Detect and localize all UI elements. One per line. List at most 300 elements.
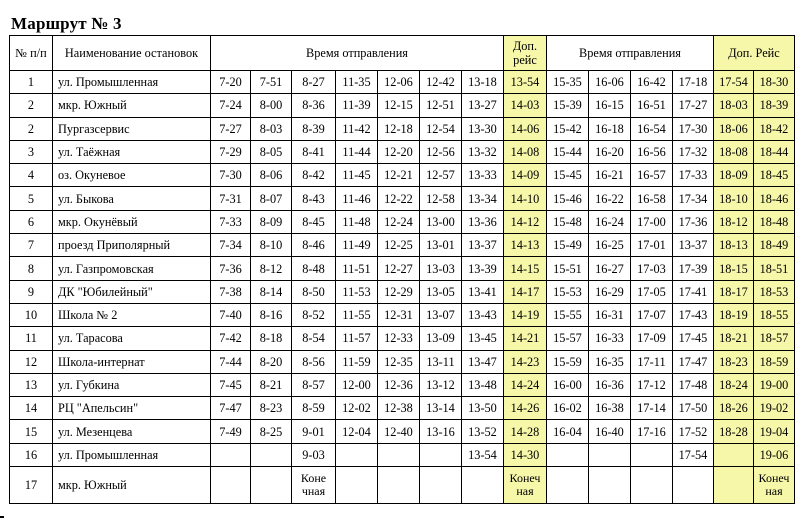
stop-name: проезд Приполярный <box>53 234 211 257</box>
departure-time-cell: 12-35 <box>378 350 420 373</box>
departure-time-cell <box>336 467 378 504</box>
departure-time-cell: 16-51 <box>631 94 673 117</box>
departure-time-cell: 16-21 <box>589 164 631 187</box>
stop-name: ул. Газпромовская <box>53 257 211 280</box>
departure-time-cell: 18-57 <box>754 327 795 350</box>
departure-time-cell: Конеч ная <box>504 467 547 504</box>
departure-time-cell: 18-45 <box>754 164 795 187</box>
departure-time-cell <box>589 467 631 504</box>
departure-time-cell: 8-57 <box>292 373 336 396</box>
departure-time-cell: 8-23 <box>251 397 292 420</box>
stop-name: ул. Мезенцева <box>53 420 211 443</box>
departure-time-cell: 8-48 <box>292 257 336 280</box>
departure-time-cell: 17-09 <box>631 327 673 350</box>
departure-time-cell: 17-45 <box>673 327 714 350</box>
departure-time-cell: 13-39 <box>462 257 504 280</box>
departure-time-cell <box>378 467 420 504</box>
departure-time-cell: 8-07 <box>251 187 292 210</box>
departure-time-cell: 18-13 <box>714 234 754 257</box>
departure-time-cell: 12-15 <box>378 94 420 117</box>
table-row <box>10 373 795 396</box>
departure-time-cell: 17-47 <box>673 350 714 373</box>
departure-time-cell: 12-36 <box>378 373 420 396</box>
departure-time-cell: 19-00 <box>754 373 795 396</box>
departure-time-cell: 7-20 <box>211 71 251 94</box>
stop-number: 3 <box>10 140 53 163</box>
departure-time-cell: 12-40 <box>378 420 420 443</box>
stop-number: 17 <box>10 467 53 504</box>
departure-time-cell <box>336 443 378 466</box>
departure-time-cell: 16-25 <box>589 234 631 257</box>
departure-time-cell: 18-21 <box>714 327 754 350</box>
departure-time-cell: 12-18 <box>378 117 420 140</box>
departure-time-cell: 15-49 <box>547 234 589 257</box>
stop-number: 15 <box>10 420 53 443</box>
departure-time-cell: 16-54 <box>631 117 673 140</box>
departure-time-cell: 8-59 <box>292 397 336 420</box>
departure-time-cell: 18-44 <box>754 140 795 163</box>
departure-time-cell: 17-16 <box>631 420 673 443</box>
departure-time-cell: 12-38 <box>378 397 420 420</box>
departure-time-cell: 8-20 <box>251 350 292 373</box>
departure-time-cell: 14-09 <box>504 164 547 187</box>
departure-time-cell: 13-12 <box>420 373 462 396</box>
departure-time-cell: 16-31 <box>589 303 631 326</box>
header-stop-name: Наименование остановок <box>53 36 211 71</box>
departure-time-cell: 18-03 <box>714 94 754 117</box>
departure-time-cell: 15-42 <box>547 117 589 140</box>
departure-time-cell: 15-57 <box>547 327 589 350</box>
departure-time-cell: 18-06 <box>714 117 754 140</box>
departure-time-cell: 17-05 <box>631 280 673 303</box>
departure-time-cell <box>420 467 462 504</box>
departure-time-cell <box>378 443 420 466</box>
departure-time-cell: 18-46 <box>754 187 795 210</box>
departure-time-cell: 13-54 <box>504 71 547 94</box>
table-row <box>10 467 795 504</box>
stop-name: мкр. Окунёвый <box>53 210 211 233</box>
departure-time-cell: Коне чная <box>292 467 336 504</box>
stop-name: ул. Промышленная <box>53 71 211 94</box>
departure-time-cell: 18-49 <box>754 234 795 257</box>
departure-time-cell: 16-04 <box>547 420 589 443</box>
departure-time-cell: 17-54 <box>714 71 754 94</box>
departure-time-cell: 9-03 <box>292 443 336 466</box>
departure-time-cell: 7-49 <box>211 420 251 443</box>
table-row <box>10 71 795 94</box>
departure-time-cell: 12-00 <box>336 373 378 396</box>
stop-name: ул. Быкова <box>53 187 211 210</box>
table-row <box>10 117 795 140</box>
departure-time-cell: 19-02 <box>754 397 795 420</box>
departure-time-cell: 7-33 <box>211 210 251 233</box>
departure-time-cell: 16-20 <box>589 140 631 163</box>
departure-time-cell: 12-27 <box>378 257 420 280</box>
departure-time-cell: 14-17 <box>504 280 547 303</box>
departure-time-cell: 18-08 <box>714 140 754 163</box>
table-row <box>10 164 795 187</box>
departure-time-cell: 18-12 <box>714 210 754 233</box>
stop-name: ул. Тарасова <box>53 327 211 350</box>
stop-number: 14 <box>10 397 53 420</box>
departure-time-cell: 12-06 <box>378 71 420 94</box>
departure-time-cell: 16-57 <box>631 164 673 187</box>
departure-time-cell: 8-16 <box>251 303 292 326</box>
departure-time-cell: 11-42 <box>336 117 378 140</box>
departure-time-cell: 8-14 <box>251 280 292 303</box>
departure-time-cell: 13-43 <box>462 303 504 326</box>
departure-time-cell: 17-03 <box>631 257 673 280</box>
table-row <box>10 210 795 233</box>
departure-time-cell <box>211 443 251 466</box>
departure-time-cell: 18-28 <box>714 420 754 443</box>
departure-time-cell: 7-51 <box>251 71 292 94</box>
stop-number: 11 <box>10 327 53 350</box>
departure-time-cell: 12-02 <box>336 397 378 420</box>
departure-time-cell: 14-30 <box>504 443 547 466</box>
departure-time-cell: 8-06 <box>251 164 292 187</box>
departure-time-cell: 17-39 <box>673 257 714 280</box>
stop-name: ул. Таёжная <box>53 140 211 163</box>
stop-number: 1 <box>10 71 53 94</box>
departure-time-cell: 14-26 <box>504 397 547 420</box>
departure-time-cell <box>714 443 754 466</box>
departure-time-cell: 17-33 <box>673 164 714 187</box>
departure-time-cell: 7-40 <box>211 303 251 326</box>
departure-time-cell: 17-14 <box>631 397 673 420</box>
departure-time-cell: 17-54 <box>673 443 714 466</box>
departure-time-cell: 12-33 <box>378 327 420 350</box>
departure-time-cell: 18-39 <box>754 94 795 117</box>
departure-time-cell: 17-41 <box>673 280 714 303</box>
departure-time-cell: 15-48 <box>547 210 589 233</box>
departure-time-cell: 11-51 <box>336 257 378 280</box>
departure-time-cell: 18-26 <box>714 397 754 420</box>
stop-number: 4 <box>10 164 53 187</box>
departure-time-cell: 8-10 <box>251 234 292 257</box>
departure-time-cell: 14-24 <box>504 373 547 396</box>
table-row <box>10 443 795 466</box>
departure-time-cell: 16-22 <box>589 187 631 210</box>
departure-time-cell: 13-18 <box>462 71 504 94</box>
departure-time-cell: 8-56 <box>292 350 336 373</box>
departure-time-cell: 15-55 <box>547 303 589 326</box>
departure-time-cell <box>211 467 251 504</box>
departure-time-cell: 13-32 <box>462 140 504 163</box>
departure-time-cell: 13-41 <box>462 280 504 303</box>
departure-time-cell: 7-44 <box>211 350 251 373</box>
stop-name: ул. Промышленная <box>53 443 211 466</box>
departure-time-cell: 14-15 <box>504 257 547 280</box>
departure-time-cell: 11-53 <box>336 280 378 303</box>
departure-time-cell: 12-42 <box>420 71 462 94</box>
departure-time-cell: 15-51 <box>547 257 589 280</box>
departure-time-cell: 13-47 <box>462 350 504 373</box>
departure-time-cell: 7-24 <box>211 94 251 117</box>
schedule-table <box>9 35 795 504</box>
departure-time-cell: 17-34 <box>673 187 714 210</box>
departure-time-cell: 12-57 <box>420 164 462 187</box>
departure-time-cell: 16-00 <box>547 373 589 396</box>
departure-time-cell: Конеч ная <box>754 467 795 504</box>
departure-time-cell: 13-01 <box>420 234 462 257</box>
departure-time-cell: 18-09 <box>714 164 754 187</box>
departure-time-cell: 15-45 <box>547 164 589 187</box>
departure-time-cell: 17-27 <box>673 94 714 117</box>
departure-time-cell <box>589 443 631 466</box>
departure-time-cell: 8-39 <box>292 117 336 140</box>
departure-time-cell: 8-00 <box>251 94 292 117</box>
header-number: № п/п <box>10 36 53 71</box>
departure-time-cell: 16-24 <box>589 210 631 233</box>
departure-time-cell: 17-48 <box>673 373 714 396</box>
departure-time-cell: 15-46 <box>547 187 589 210</box>
departure-time-cell: 17-07 <box>631 303 673 326</box>
stop-number: 2 <box>10 117 53 140</box>
departure-time-cell: 12-22 <box>378 187 420 210</box>
stop-name: мкр. Южный <box>53 467 211 504</box>
departure-time-cell: 14-21 <box>504 327 547 350</box>
stop-name: ул. Губкина <box>53 373 211 396</box>
departure-time-cell: 18-30 <box>754 71 795 94</box>
departure-time-cell: 12-24 <box>378 210 420 233</box>
departure-time-cell: 13-45 <box>462 327 504 350</box>
departure-time-cell: 17-30 <box>673 117 714 140</box>
departure-time-cell: 14-28 <box>504 420 547 443</box>
departure-time-cell: 18-19 <box>714 303 754 326</box>
table-row <box>10 303 795 326</box>
departure-time-cell: 14-08 <box>504 140 547 163</box>
departure-time-cell: 13-09 <box>420 327 462 350</box>
departure-time-cell: 16-36 <box>589 373 631 396</box>
departure-time-cell: 12-51 <box>420 94 462 117</box>
departure-time-cell: 9-01 <box>292 420 336 443</box>
departure-time-cell: 16-35 <box>589 350 631 373</box>
departure-time-cell: 7-30 <box>211 164 251 187</box>
departure-time-cell: 13-05 <box>420 280 462 303</box>
table-row <box>10 257 795 280</box>
departure-time-cell: 12-21 <box>378 164 420 187</box>
stop-name: Пургазсервис <box>53 117 211 140</box>
stop-number: 2 <box>10 94 53 117</box>
departure-time-cell: 13-03 <box>420 257 462 280</box>
departure-time-cell: 13-37 <box>462 234 504 257</box>
table-row <box>10 280 795 303</box>
departure-time-cell: 12-56 <box>420 140 462 163</box>
departure-time-cell: 8-41 <box>292 140 336 163</box>
departure-time-cell: 12-31 <box>378 303 420 326</box>
departure-time-cell: 12-25 <box>378 234 420 257</box>
departure-time-cell: 18-53 <box>754 280 795 303</box>
departure-time-cell: 17-52 <box>673 420 714 443</box>
departure-time-cell: 11-44 <box>336 140 378 163</box>
departure-time-cell: 7-47 <box>211 397 251 420</box>
departure-time-cell: 16-42 <box>631 71 673 94</box>
departure-time-cell: 8-27 <box>292 71 336 94</box>
departure-time-cell: 7-31 <box>211 187 251 210</box>
departure-time-cell: 8-12 <box>251 257 292 280</box>
departure-time-cell: 19-06 <box>754 443 795 466</box>
departure-time-cell: 18-51 <box>754 257 795 280</box>
departure-time-cell: 13-50 <box>462 397 504 420</box>
departure-time-cell: 8-52 <box>292 303 336 326</box>
departure-time-cell: 16-27 <box>589 257 631 280</box>
departure-time-cell: 8-43 <box>292 187 336 210</box>
departure-time-cell: 12-54 <box>420 117 462 140</box>
departure-time-cell <box>251 467 292 504</box>
departure-time-cell <box>420 443 462 466</box>
stop-number: 6 <box>10 210 53 233</box>
departure-time-cell: 11-49 <box>336 234 378 257</box>
stop-number: 16 <box>10 443 53 466</box>
departure-time-cell: 18-55 <box>754 303 795 326</box>
departure-time-cell: 8-36 <box>292 94 336 117</box>
stop-number: 5 <box>10 187 53 210</box>
table-row <box>10 397 795 420</box>
departure-time-cell: 17-36 <box>673 210 714 233</box>
departure-time-cell: 17-43 <box>673 303 714 326</box>
departure-time-cell: 8-45 <box>292 210 336 233</box>
stop-name: РЦ "Апельсин" <box>53 397 211 420</box>
departure-time-cell: 15-44 <box>547 140 589 163</box>
table-row <box>10 187 795 210</box>
departure-time-cell: 15-39 <box>547 94 589 117</box>
departure-time-cell: 11-55 <box>336 303 378 326</box>
departure-time-cell: 13-33 <box>462 164 504 187</box>
departure-time-cell: 13-34 <box>462 187 504 210</box>
stop-name: оз. Окуневое <box>53 164 211 187</box>
stop-number: 7 <box>10 234 53 257</box>
departure-time-cell: 15-59 <box>547 350 589 373</box>
stop-number: 8 <box>10 257 53 280</box>
departure-time-cell: 14-03 <box>504 94 547 117</box>
header-departure-time-2: Время отправления <box>547 36 714 71</box>
table-row <box>10 350 795 373</box>
departure-time-cell: 8-46 <box>292 234 336 257</box>
departure-time-cell: 11-46 <box>336 187 378 210</box>
departure-time-cell: 16-02 <box>547 397 589 420</box>
departure-time-cell: 11-59 <box>336 350 378 373</box>
departure-time-cell <box>631 443 673 466</box>
departure-time-cell: 14-06 <box>504 117 547 140</box>
departure-time-cell: 13-27 <box>462 94 504 117</box>
departure-time-cell: 18-42 <box>754 117 795 140</box>
departure-time-cell: 14-23 <box>504 350 547 373</box>
departure-time-cell: 13-00 <box>420 210 462 233</box>
departure-time-cell: 11-35 <box>336 71 378 94</box>
departure-time-cell: 13-07 <box>420 303 462 326</box>
departure-time-cell: 8-54 <box>292 327 336 350</box>
stop-name: Школа-интернат <box>53 350 211 373</box>
departure-time-cell: 13-52 <box>462 420 504 443</box>
departure-time-cell: 13-48 <box>462 373 504 396</box>
departure-time-cell <box>251 443 292 466</box>
header-departure-time-1: Время отправления <box>211 36 504 71</box>
header-extra-trip-1-line2: рейс <box>513 53 537 67</box>
stop-name: мкр. Южный <box>53 94 211 117</box>
departure-time-cell: 11-57 <box>336 327 378 350</box>
departure-time-cell: 7-34 <box>211 234 251 257</box>
departure-time-cell <box>547 467 589 504</box>
departure-time-cell: 16-56 <box>631 140 673 163</box>
departure-time-cell <box>462 467 504 504</box>
departure-time-cell: 19-04 <box>754 420 795 443</box>
departure-time-cell <box>631 467 673 504</box>
departure-time-cell: 16-29 <box>589 280 631 303</box>
departure-time-cell: 8-09 <box>251 210 292 233</box>
departure-time-cell: 16-38 <box>589 397 631 420</box>
departure-time-cell: 11-45 <box>336 164 378 187</box>
departure-time-cell: 8-21 <box>251 373 292 396</box>
departure-time-cell: 13-30 <box>462 117 504 140</box>
departure-time-cell: 12-58 <box>420 187 462 210</box>
departure-time-cell: 18-48 <box>754 210 795 233</box>
stop-number: 12 <box>10 350 53 373</box>
departure-time-cell: 13-14 <box>420 397 462 420</box>
header-extra-trip-1-line1: Доп. <box>512 39 538 53</box>
departure-time-cell: 14-13 <box>504 234 547 257</box>
departure-time-cell: 17-12 <box>631 373 673 396</box>
departure-time-cell: 16-06 <box>589 71 631 94</box>
departure-time-cell: 18-17 <box>714 280 754 303</box>
departure-time-cell: 13-11 <box>420 350 462 373</box>
departure-time-cell: 16-33 <box>589 327 631 350</box>
departure-time-cell: 12-04 <box>336 420 378 443</box>
departure-time-cell: 7-38 <box>211 280 251 303</box>
departure-time-cell: 14-12 <box>504 210 547 233</box>
departure-time-cell: 17-18 <box>673 71 714 94</box>
departure-time-cell: 13-54 <box>462 443 504 466</box>
departure-time-cell: 8-42 <box>292 164 336 187</box>
departure-time-cell: 8-25 <box>251 420 292 443</box>
departure-time-cell: 7-29 <box>211 140 251 163</box>
departure-time-cell <box>547 443 589 466</box>
departure-time-cell: 18-23 <box>714 350 754 373</box>
route-title: Маршрут № 3 <box>11 14 122 33</box>
departure-time-cell: 18-59 <box>754 350 795 373</box>
table-row <box>10 327 795 350</box>
departure-time-cell: 7-36 <box>211 257 251 280</box>
stop-number: 10 <box>10 303 53 326</box>
departure-time-cell: 11-48 <box>336 210 378 233</box>
departure-time-cell: 13-16 <box>420 420 462 443</box>
departure-time-cell: 8-05 <box>251 140 292 163</box>
departure-time-cell: 8-03 <box>251 117 292 140</box>
departure-time-cell: 11-39 <box>336 94 378 117</box>
table-row <box>10 234 795 257</box>
departure-time-cell: 17-32 <box>673 140 714 163</box>
table-row <box>10 94 795 117</box>
departure-time-cell: 7-42 <box>211 327 251 350</box>
departure-time-cell: 12-29 <box>378 280 420 303</box>
departure-time-cell: 7-45 <box>211 373 251 396</box>
departure-time-cell: 13-36 <box>462 210 504 233</box>
departure-time-cell: 17-50 <box>673 397 714 420</box>
table-row <box>10 140 795 163</box>
departure-time-cell: 8-18 <box>251 327 292 350</box>
departure-time-cell <box>673 467 714 504</box>
departure-time-cell: 16-15 <box>589 94 631 117</box>
departure-time-cell: 16-18 <box>589 117 631 140</box>
stop-name: Школа № 2 <box>53 303 211 326</box>
departure-time-cell: 16-40 <box>589 420 631 443</box>
departure-time-cell: 15-53 <box>547 280 589 303</box>
departure-time-cell: 17-01 <box>631 234 673 257</box>
departure-time-cell: 15-35 <box>547 71 589 94</box>
departure-time-cell: 18-24 <box>714 373 754 396</box>
stop-name: ДК "Юбилейный" <box>53 280 211 303</box>
header-extra-trip-1 <box>504 36 547 71</box>
